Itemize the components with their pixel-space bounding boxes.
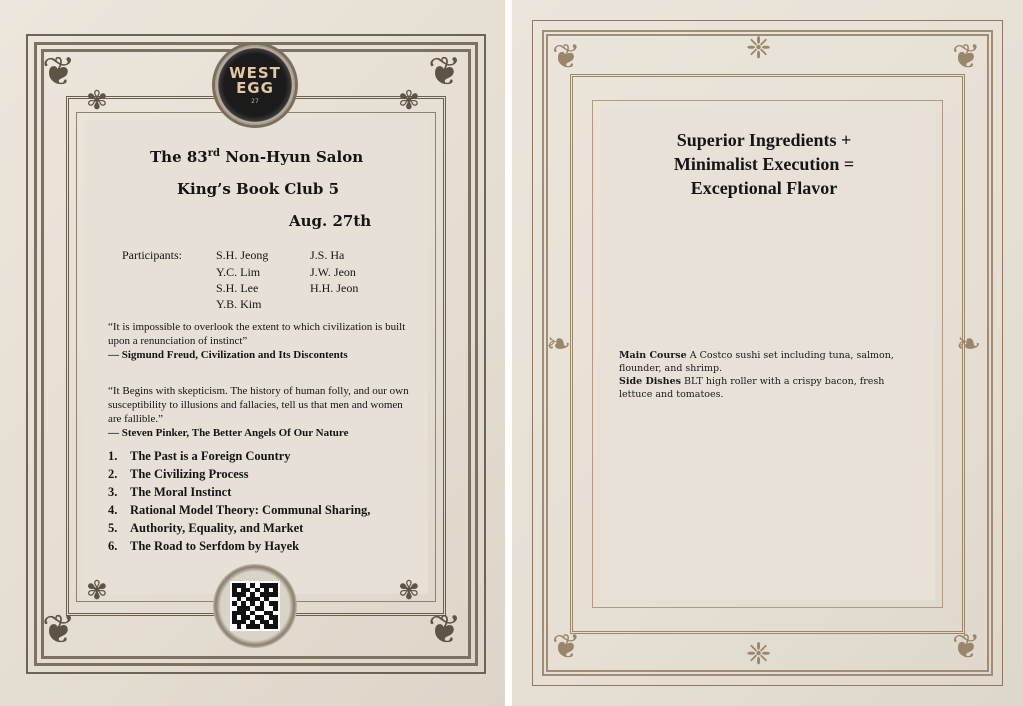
agenda-item: 1. The Past is a Foreign Country <box>108 449 291 463</box>
flourish-icon: ❦ <box>42 49 76 95</box>
agenda-list <box>108 447 370 555</box>
agenda-item: 4. Rational Model Theory: Communal Sharing, <box>108 503 371 517</box>
scroll-ornament-icon: ✾ <box>86 86 108 116</box>
scroll-ornament-icon: ✾ <box>398 86 420 116</box>
participant-name: Y.B. Kim <box>216 297 262 311</box>
flourish-icon: ❦ <box>42 607 76 653</box>
flourish-icon: ❦ <box>952 37 981 77</box>
quote-attribution: — Sigmund Freud, Civilization and Its Discontents <box>108 349 348 361</box>
participant-name: J.S. Ha <box>310 248 345 262</box>
participant-name: S.H. Lee <box>216 281 259 295</box>
crest-ornament-icon: ❈ <box>746 637 772 672</box>
agenda-item: 2. The Civilizing Process <box>108 467 249 481</box>
book-club-title: King’s Book Club 5 <box>177 180 340 198</box>
scroll-ornament-icon: ✾ <box>398 576 420 606</box>
quote-attribution: — Steven Pinker, The Better Angels Of Our Nature <box>108 427 349 439</box>
main-course-text: A Costco sushi set including tuna, salmon, flounder, and shrimp. <box>619 350 894 374</box>
scroll-ornament-icon: ✾ <box>86 576 108 606</box>
participant-name: J.W. Jeon <box>310 265 356 279</box>
agenda-item: 3. The Moral Instinct <box>108 485 232 499</box>
menu-description <box>619 349 919 401</box>
salon-title: The 83rd Non-Hyun Salon <box>150 148 364 166</box>
card-gap <box>505 0 512 706</box>
headline-line: Superior Ingredients + <box>676 130 852 150</box>
logo-text-west: WEST <box>229 63 281 82</box>
flourish-icon: ❦ <box>428 607 462 653</box>
participant-name: S.H. Jeong <box>216 248 269 262</box>
left-card <box>0 0 505 706</box>
main-course-label: Main Course <box>619 350 687 361</box>
logo-text-egg: EGG <box>236 78 274 97</box>
crest-ornament-icon: ❈ <box>746 31 772 66</box>
west-egg-logo <box>215 45 295 125</box>
side-dishes-text: BLT high roller with a crispy bacon, fresh lettuce and tomatoes. <box>619 376 885 400</box>
pinker-quote <box>108 384 413 440</box>
menu-headline <box>612 128 916 200</box>
main-course-entry <box>619 349 919 375</box>
side-dishes-label: Side Dishes <box>619 376 681 387</box>
qr-medallion <box>213 564 297 648</box>
quote-text: “It is impossible to overlook the extent to which civilization is built upon a renunciation of instinct” <box>108 321 406 347</box>
headline-line: Minimalist Execution = <box>673 154 855 174</box>
quote-text: “It Begins with skepticism. The history of human folly, and our own susceptibility to illusions and fallacies, tell us that men and women are fallible.” <box>108 385 409 425</box>
freud-quote <box>108 320 418 362</box>
logo-number: 27 <box>251 97 259 105</box>
qr-code-icon[interactable] <box>230 581 280 631</box>
side-dishes-entry <box>619 375 919 401</box>
event-date: Aug. 27th <box>289 212 372 230</box>
flourish-icon: ❦ <box>952 627 981 667</box>
participants-label: Participants: <box>122 248 182 262</box>
participant-name: Y.C. Lim <box>216 265 261 279</box>
side-ornament-icon: ❧ <box>546 327 572 362</box>
side-ornament-icon: ❧ <box>956 327 982 362</box>
agenda-item: 5. Authority, Equality, and Market <box>108 521 304 535</box>
agenda-item: 6. The Road to Serfdom by Hayek <box>108 539 300 553</box>
participant-name: H.H. Jeon <box>310 281 359 295</box>
flourish-icon: ❦ <box>428 49 462 95</box>
headline-line: Exceptional Flavor <box>690 178 838 198</box>
flourish-icon: ❦ <box>552 37 581 77</box>
flourish-icon: ❦ <box>552 627 581 667</box>
